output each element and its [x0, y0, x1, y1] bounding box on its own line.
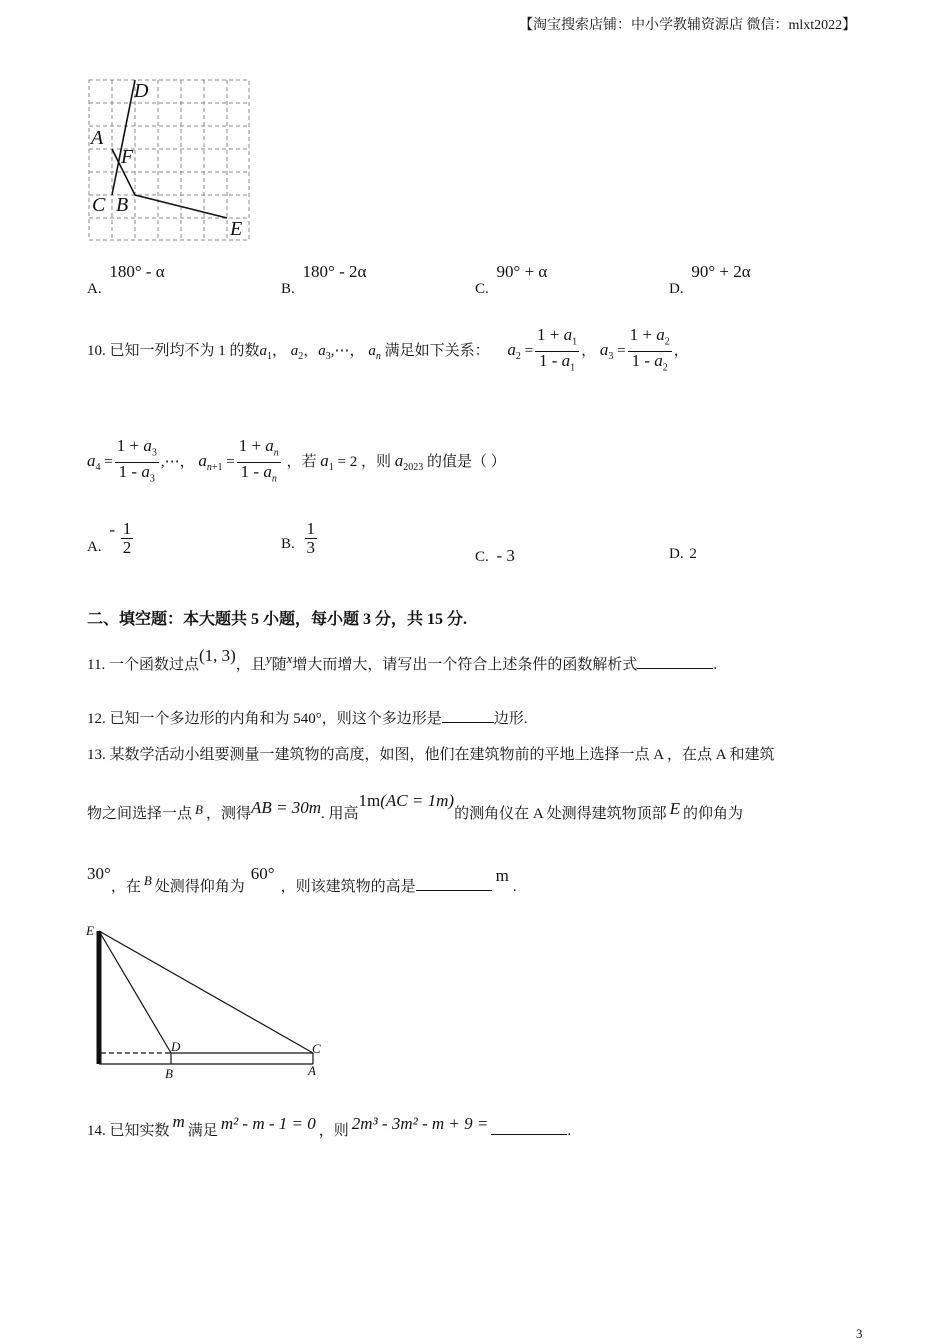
q9-option-c	[475, 262, 548, 297]
label-a2: A	[308, 1063, 316, 1078]
label-d2: D	[171, 1039, 181, 1054]
option-letter: C.	[475, 281, 489, 297]
label-f: F	[121, 146, 134, 168]
option-expr: 180° - 2α	[302, 262, 367, 281]
q10-option-a: A. - $\frac{1}{2}$	[87, 519, 132, 557]
option-expr: 180° - α	[109, 262, 165, 281]
label-c2: C	[312, 1041, 321, 1056]
label-e2: E	[86, 923, 94, 938]
label-c: C	[92, 194, 106, 216]
q12: 12. 已知一个多边形的内角和为 540°，则这个多边形是 边形.	[87, 707, 528, 728]
label-d: D	[134, 80, 149, 102]
q13-line1: 13. 某数学活动小组要测量一建筑物的高度，如图，他们在建筑物前的平地上选择一点 A ，在点 A 和建筑	[87, 747, 775, 763]
answer-blank[interactable]	[637, 654, 713, 669]
segment-cd	[112, 80, 135, 195]
page-header: 【淘宝搜索店铺：中小学教辅资源店 微信：mlxt2022】	[519, 18, 857, 33]
q13-line3: 30°，在 B 处测得仰角为60°，则该建筑物的高是m.	[87, 864, 517, 895]
answer-blank[interactable]	[416, 876, 492, 891]
label-b: B	[116, 194, 129, 216]
label-a: A	[91, 127, 104, 149]
option-letter: D.	[669, 281, 684, 297]
sight-line-ec	[99, 931, 313, 1053]
q14: 14. 已知实数 m 满足 m² - m - 1 = 0 ，则 2m³ - 3m² - m + 9 = .	[87, 1112, 572, 1139]
section-title: 二、填空题：本大题共 5 小题，每小题 3 分，共 15 分.	[87, 611, 468, 628]
q9-option-d	[669, 262, 751, 297]
q10-line2: $a_4$ = $\frac{1 + a_3}{1 - a_3}$ ,⋯， $a_{n+1}$ = $\frac{1 + a_n}{1 - a_n}$ ，若 $a_1 = 2$ ，则 $a_{2023}$ 的值是（ ）	[87, 435, 506, 485]
sight-line-ed	[99, 931, 171, 1053]
option-letter: B.	[281, 281, 295, 297]
q9-option-a	[87, 262, 165, 297]
option-expr: 90° + α	[496, 262, 548, 281]
q13-line2: 物之间选择一点 B ，测得AB = 30m. 用高1m(AC = 1m)的测角仪在 A 处测得建筑物顶部 E 的仰角为	[87, 791, 743, 822]
option-expr: 90° + 2α	[691, 262, 751, 281]
q10-option-d: D. 2	[669, 546, 697, 562]
grid-lines	[89, 80, 249, 240]
answer-blank[interactable]	[442, 708, 494, 723]
q10-option-c: C. - 3	[475, 546, 515, 565]
answer-blank[interactable]	[491, 1120, 567, 1135]
figure-building	[84, 920, 334, 1082]
q10-option-b: B. $\frac{1}{3}$	[281, 519, 316, 557]
option-letter: A.	[87, 281, 102, 297]
label-e: E	[230, 218, 243, 240]
q11: 11. 一个函数过点(1, 3)，且y随x增大而增大，请写出一个符合上述条件的函数解析式 .	[87, 646, 718, 673]
label-b2: B	[165, 1066, 173, 1081]
q9-option-b	[281, 262, 367, 297]
q10-line1: 10. 已知一列均不为 1 的数$a_1$， $a_2$，$a_3,\cdots$， $a_n$ 满足如下关系： $a_2$ = $\frac{1 + a_1}{1 - a_1}$ ， $a_3$ = $\frac{1 + a_2}{1 - a_2}$ ，	[87, 324, 689, 374]
page-number: 3	[856, 1326, 863, 1341]
